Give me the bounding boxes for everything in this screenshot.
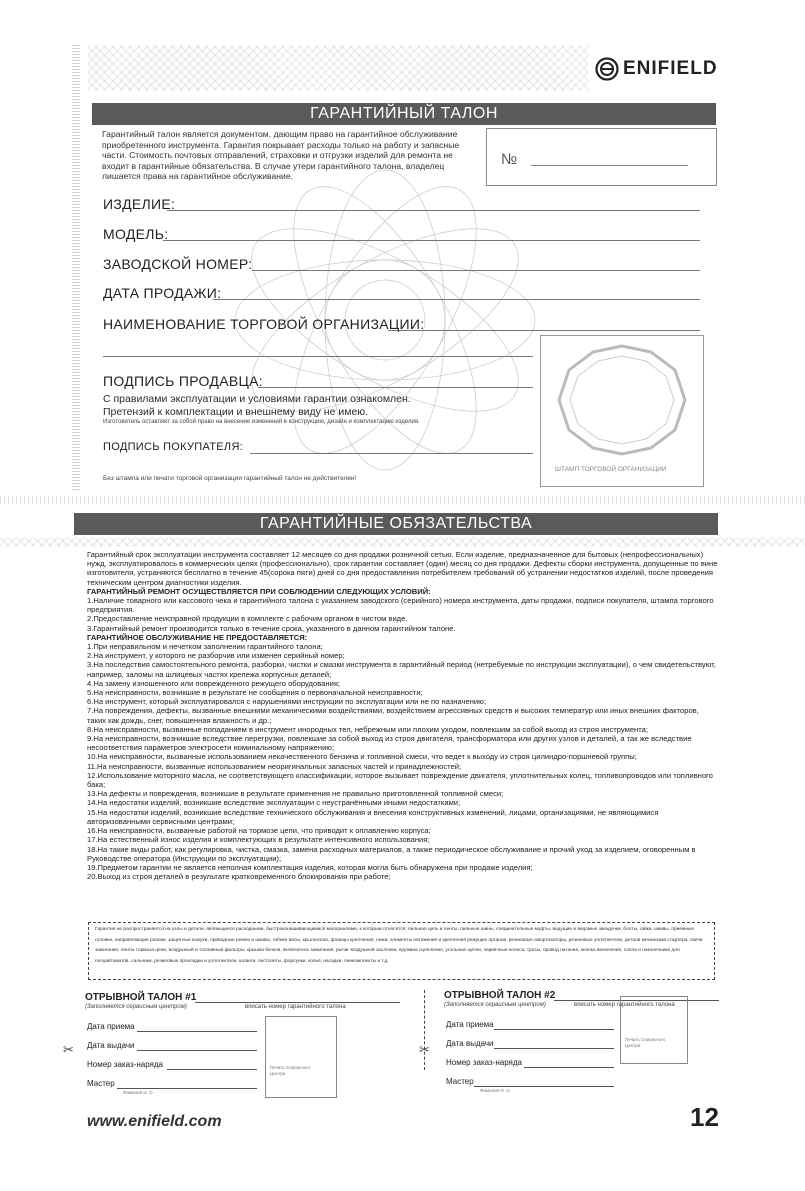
store-label: НАИМЕНОВАНИЕ ТОРГОВОЙ ОРГАНИЗАЦИИ: (103, 316, 425, 332)
stamp-outline-icon (551, 342, 693, 460)
coupon-2-row-label: Дата выдачи (446, 1039, 494, 1048)
enifield-logo-icon (595, 57, 619, 81)
store-field[interactable] (388, 330, 700, 331)
conditions-heading: ГАРАНТИЙНЫЙ РЕМОНТ ОСУЩЕСТВЛЯЕТСЯ ПРИ СОБЛЮДЕНИИ СЛЕДУЮЩИХ УСЛОВИЙ: (87, 586, 431, 596)
coupon-1-sign-hint: Фамилия И. О. (123, 1090, 154, 1095)
coupon-2-row-label: Номер заказ-наряда (446, 1058, 523, 1067)
exclusion-item: 14.На недостатки изделий, возникшие вследствие эксплуатации с неустранёнными иными недостатками; (87, 798, 461, 808)
stamp-label: ШТАМП ТОРГОВОЙ ОРГАНИЗАЦИИ (555, 466, 667, 473)
scissors-icon: ✂ (419, 1042, 430, 1057)
exclusion-item: 19.Предметом гарантии не является неполная комплектация изделия, которая могла быть обнаружена при продаже изделия; (87, 862, 533, 872)
condition-item: 3.Гарантийный ремонт производится только в течение срока, указанного в данном гарантийном талоне. (87, 623, 456, 633)
coupon-1-row-field[interactable] (117, 1088, 257, 1089)
product-label: ИЗДЕЛИЕ: (103, 196, 176, 212)
seller-signature-field[interactable] (258, 387, 533, 388)
coupon-2-subtitle: (Заполняется сервисным центром) (444, 1002, 546, 1008)
condition-item: 1.Наличие товарного или кассового чека и гарантийного талона с указанием заводского (серийного) номера инструмента, даты продажи, подписи покупателя, штампа торгового предприятия. (87, 596, 714, 615)
coupon-2-hint: вписать номер гарантийного талона (574, 1002, 675, 1008)
exclusion-item: 16.На неисправности, вызванные работой на тормозе цепи, что приводит к оплавлению корпуса; (87, 826, 431, 836)
coupon-1-stamp-hint: Печать Сервисного Центра (270, 1065, 311, 1076)
coupon-1-title: ОТРЫВНОЙ ТАЛОН #1 (85, 992, 197, 1003)
coupon-2-stamp-hint: Печать Сервисного Центра (625, 1037, 666, 1048)
obligations-title: ГАРАНТИЙНЫЕ ОБЯЗАТЕЛЬСТВА (259, 515, 533, 532)
exclusions-heading: ГАРАНТИЙНОЕ ОБСЛУЖИВАНИЕ НЕ ПРЕДОСТАВЛЯЕТСЯ: (87, 632, 308, 642)
warranty-number-line[interactable] (531, 165, 688, 166)
coupon-1-row-field[interactable] (137, 1031, 257, 1032)
model-field[interactable] (163, 240, 700, 241)
coupon-2-row-field[interactable] (494, 1048, 614, 1049)
coupon-1-row-label: Дата приема (87, 1022, 135, 1031)
exclusion-item: 18.На такие виды работ, как регулировка, чистка, смазка, замена расходных материалов, а также периодическое обслуживание и прочий уход за изделием, оговоренным в Руководстве оператора (Инструкции по эксплуатации); (87, 844, 696, 863)
left-border-pattern (72, 45, 80, 490)
exclusion-item: 9.На неисправности, возникшие вследствие перегрузки, повлекшие за собой выход из строя двигателя, трансформатора или других узлов и деталей, а так же вследствие несоответствия параметров электросети номинальному напряжению; (87, 734, 692, 753)
agreement-line-1: С правилами эксплуатации и условиями гарантии ознакомлен. (103, 393, 411, 405)
coupon-2-stamp-box (620, 996, 688, 1064)
obligations-intro: Гарантийный срок эксплуатации инструмента составляет 12 месяцев со дня продажи розничной сетью. Если изделие, предназначенное для бытовых (непрофессиональных) нужд, эксплуатировалось в коммерческих целях (профессионально), срок гарантии составляет (один) месяц со дня продажи. Дефекты сборки инструмента, допущенные по вине изготовителя, устраняются бесплатно в течение 45(сорока пяти) дней со дня предоставления потребителем требований об устранении недостатков изделий, после проведения техническим центром диагностики изделия. (87, 550, 718, 587)
buyer-signature-field[interactable] (250, 453, 533, 454)
coupon-1-row-field[interactable] (137, 1050, 257, 1051)
coupon-1-hint: вписать номер гарантийного талона (245, 1004, 346, 1010)
exclusion-item: 4.На замену изношенного или поврежденного режущего оборудования; (87, 678, 341, 688)
serial-label: ЗАВОДСКОЙ НОМЕР: (103, 256, 253, 272)
consumables-notice-box (88, 922, 715, 980)
exclusion-item: 11.На неисправности, вызванные использованием неоригинальных запасных частей и принадлежностей; (87, 761, 462, 771)
obligations-text (87, 550, 719, 881)
sale-date-field[interactable] (213, 299, 700, 300)
product-field[interactable] (167, 210, 700, 211)
exclusion-item: 3.На последствия самостоятельного ремонта, разборки, чистки и смазки инструмента в гарантийный период (нетребуемые по инструкции эксплуатации), о чем свидетельствуют, например, заломы на шлицевых частях крепежа корпусных деталей; (87, 660, 716, 679)
warranty-card-title: ГАРАНТИЙНЫЙ ТАЛОН (310, 105, 498, 122)
exclusion-item: 2.На инструмент, у которого не разборчив или изменен серийный номер; (87, 651, 345, 661)
coupon-2-row-label: Дата приема (446, 1020, 494, 1029)
agreement-line-2: Претензий к комплектации и внешнему виду не имею. (103, 406, 369, 418)
coupon-1-row-field[interactable] (167, 1069, 257, 1070)
exclusion-item: 12.Использование моторного масла, не соответствующего классификации, которое вызывает повреждение двигателя, уплотнительных колец, топливопроводов или топливного бака; (87, 770, 713, 790)
coupon-1 (85, 990, 415, 1095)
coupon-1-number-line[interactable] (195, 1002, 400, 1003)
coupon-1-row-label: Дата выдачи (87, 1041, 135, 1050)
exclusion-item: 20.Выход из строя деталей в результате кратковременного блокирования при работе; (87, 872, 391, 882)
coupon-2-sign-hint: Фамилия И. О. (480, 1088, 511, 1093)
exclusion-item: 8.На неисправности, вызванные попаданием в инструмент инородных тел, небрежным или плохим уходом, повлекшим за собой выход из строя инструмента; (87, 724, 648, 734)
coupon-2-row-label: Мастер (446, 1077, 474, 1086)
coupon-2-row-field[interactable] (494, 1029, 614, 1030)
sale-date-label: ДАТА ПРОДАЖИ: (103, 285, 222, 301)
coupon-1-row-label: Номер заказ-наряда (87, 1060, 164, 1069)
exclusion-item: 15.На недостатки изделий, возникшие вследствие технического обслуживания и внесения конструктивных изменений, лицами, организациями, не являющимися авторизованными сервисными центрами; (87, 807, 659, 826)
header-guilloche-band (88, 45, 588, 91)
manufacturer-note: Изготовитель оставляет за собой право на внесение изменений в конструкцию, дизайн и комплектацию изделия. (103, 419, 420, 425)
stamp-box (540, 335, 704, 487)
exclusion-item: 7.На повреждения, дефекты, вызванные внешними механическими воздействиями, воздействием агрессивных средств и высоких температур или иных внешних факторов, таких как дождь, снег, повышенная влажность и др.; (87, 706, 699, 725)
exclusion-item: 6.На инструмент, который эксплуатировался с нарушениями инструкции по эксплуатации или не по назначению; (87, 697, 486, 707)
consumables-notice: Гарантия не распространяется на узлы и детали, являющиеся расходными, быстроизнашивающимися материалами, к которым относятся: пильная цепь и ленты, пильные шины, соединительные муфты, ведущие и ведомые звездочки, болты, гайки, шкивы, приемные головки, направляющие ролики, защитные кожухи, приводные ремни и шкивы, гибкие валы, крыльчатки, фланцы крепления, ножи, элементы натяжения и крепления режущих органов, резиновые амортизаторы, резиновые уплотнители, детали механизма стартера, свечи зажигания, ленты тормоза цепи, воздушный и топливный фильтры, крышки бачков, включатель зажигания, рычаг воздушной заслонки, пружина сцепления, угольные щетки, червячные колеса, тросы, провод питания, кнопка включения, сопла и наконечники для полуавтоматов, сальники, резиновые прокладки и уплотнители, шланги, пистолеты, форсунки, копья, насадки, ленкомплекты и т.д. (95, 927, 703, 964)
coupon-2 (444, 990, 744, 1093)
exclusion-item: 13.На дефекты и повреждения, возникшие в результате применения не правильно приготовленной топливной смеси; (87, 789, 504, 799)
warranty-card-title-band (92, 103, 716, 125)
page-number: 12 (690, 1102, 719, 1132)
model-label: МОДЕЛЬ: (103, 226, 169, 242)
exclusion-item: 1.При неправильном и нечетком заполнении гарантийного талона; (87, 642, 323, 652)
brand-logo (595, 56, 718, 82)
exclusion-item: 5.На неисправности, возникшие в результате не сообщения о первоначальной неисправности; (87, 688, 423, 698)
coupon-2-title: ОТРЫВНОЙ ТАЛОН #2 (444, 990, 556, 1001)
serial-field[interactable] (252, 270, 700, 271)
exclusion-item: 10.На неисправности, вызванные использованием некачественного бензина и топливной смеси, что ведет к выходу из строя цилиндро-поршневой группы; (87, 752, 637, 762)
warranty-card-intro: Гарантийный талон является документом, дающим право на гарантийное обслуживание приобретенного инструмента. Гарантия покрывает расходы только на работу и запасные части. Стоимость почтовых отправлений, страховки и отгрузки изделий для ремонта не входит в гарантийные обязательства. В случае утери гарантийного талона, владелец лишается права на гарантийное обслуживание. (102, 129, 460, 182)
stamp-warning: Без штампа или печати торговой организации гарантийный талон не действителен! (103, 475, 357, 482)
coupon-2-row-field[interactable] (524, 1067, 614, 1068)
left-border-pattern-2 (0, 496, 805, 504)
store-field-line2[interactable] (103, 356, 533, 357)
brand-name: ENIFIELD (623, 58, 718, 79)
condition-item: 2.Предоставление неисправной продукции в комплекте с рабочим органом в чистом виде. (87, 614, 408, 624)
coupon-divider (424, 990, 425, 1070)
coupon-1-row-label: Мастер (87, 1079, 115, 1088)
coupon-1-subtitle: (Заполняется сервисным центром) (85, 1004, 187, 1010)
warranty-number-box (486, 128, 717, 186)
scissors-icon: ✂ (63, 1042, 74, 1057)
coupon-2-row-field[interactable] (474, 1086, 614, 1087)
obligations-title-band (74, 513, 718, 535)
obligations-guilloche-band (0, 537, 805, 547)
coupon-1-stamp-box (265, 1016, 337, 1098)
warranty-number-label: № (501, 151, 518, 168)
seller-signature-label: ПОДПИСЬ ПРОДАВЦА: (103, 373, 263, 389)
buyer-signature-label: ПОДПИСЬ ПОКУПАТЕЛЯ: (103, 441, 244, 453)
exclusion-item: 17.На естественный износ изделия и комплектующих в результате интенсивного использования; (87, 835, 430, 845)
website-link[interactable]: www.enifield.com (87, 1113, 222, 1130)
